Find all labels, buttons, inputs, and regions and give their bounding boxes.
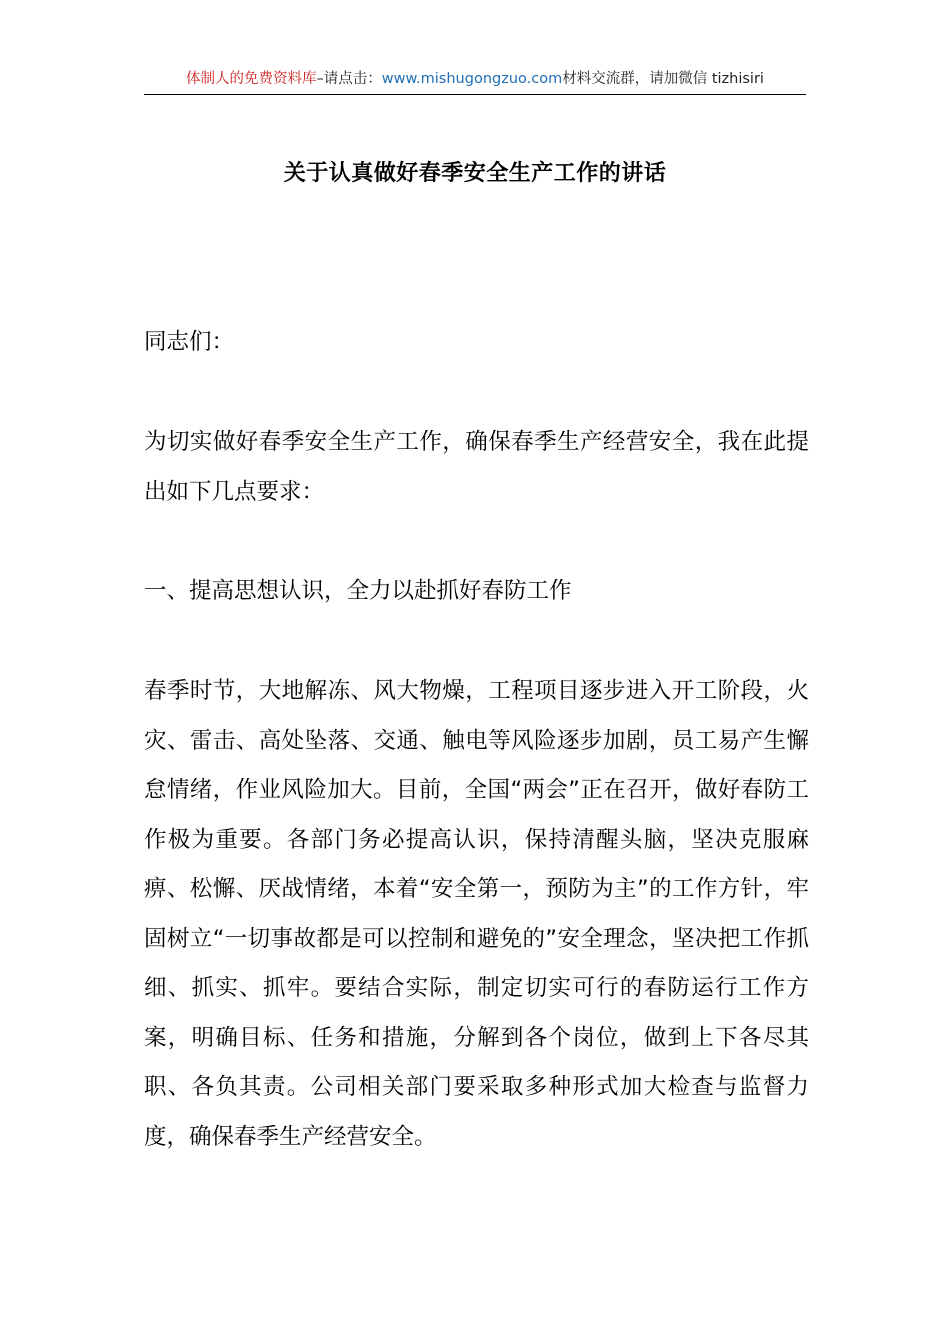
header-prompt: –请点击： <box>316 71 382 87</box>
page-header <box>144 68 806 95</box>
header-suffix: 材料交流群，请加微信 tizhisiri <box>562 71 764 87</box>
greeting: 同志们： <box>144 329 235 355</box>
intro-paragraph: 为切实做好春季安全生产工作，确保春季生产经营安全，我在此提出如下几点要求： <box>144 429 809 505</box>
document-title: 关于认真做好春季安全生产工作的讲话 <box>283 161 667 186</box>
header-brand: 体制人的免费资料库 <box>186 71 317 87</box>
section-body-1: 春季时节，大地解冻、风大物燥，工程项目逐步进入开工阶段，火灾、雷击、高处坠落、交通、触电等风险逐步加剧，员工易产生懈怠情绪，作业风险加大。目前，全国“两会”正在召开，做好春防工作极为重要。各部门务必提高认识，保持清醒头脑，坚决克服麻痹、松懈、厌战情绪，本着“安全第一，预防为主”的工作方针，牢固树立“一切事故都是可以控制和避免的”安全理念，坚决把工作抓细、抓实、抓牢。要结合实际，制定切实可行的春防运行工作方案，明确目标、任务和措施，分解到各个岗位，做到上下各尽其职、各负其责。公司相关部门要采取多种形式加大检查与监督力度，确保春季生产经营安全。 <box>144 678 809 1150</box>
header-link[interactable]: www.mishugongzuo.com <box>381 71 563 87</box>
section-heading-1: 一、提高思想认识，全力以赴抓好春防工作 <box>144 578 572 604</box>
